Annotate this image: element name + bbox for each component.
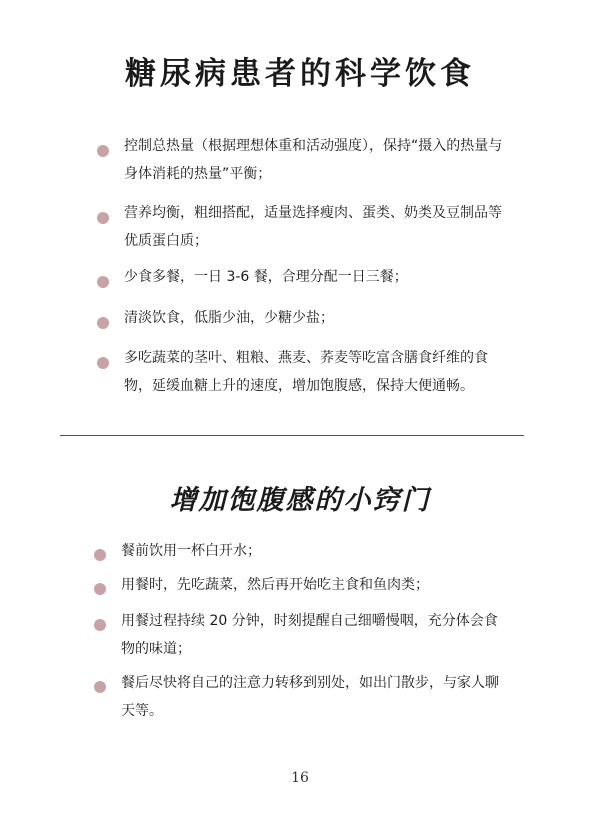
bullet-dot-icon xyxy=(94,583,106,595)
list-item-text: 控制总热量（根据理想体重和活动强度），保持“摄入的热量与身体消耗的热量”平衡； xyxy=(124,138,503,182)
page-number: 16 xyxy=(291,770,309,786)
list-item-text: 用餐过程持续 20 分钟，时刻提醒自己细嚼慢咽，充分体会食物的味道； xyxy=(121,613,498,657)
list-item-text: 餐前饮用一杯白开水； xyxy=(121,543,261,559)
list-item-text: 营养均衡，粗细搭配，适量选择瘦肉、蛋类、奶类及豆制品等优质蛋白质； xyxy=(124,205,502,249)
section-divider xyxy=(60,435,524,436)
section-title-diet: 糖尿病患者的科学饮食 xyxy=(125,56,475,92)
bullet-dot-icon xyxy=(97,276,109,288)
bullet-dot-icon xyxy=(97,357,109,369)
list-item-text: 用餐时，先吃蔬菜，然后再开始吃主食和鱼肉类； xyxy=(121,577,429,593)
bullet-dot-icon xyxy=(94,681,106,693)
list-item-text: 多吃蔬菜的茎叶、粗粮、燕麦、荞麦等吃富含膳食纤维的食物，延缓血糖上升的速度，增加饱腹感，保持大便通畅。 xyxy=(124,350,488,394)
bullet-dot-icon xyxy=(94,549,106,561)
bullet-dot-icon xyxy=(97,317,109,329)
list-item-text: 少食多餐，一日 3-6 餐，合理分配一日三餐； xyxy=(124,269,408,285)
list-item-text: 清淡饮食，低脂少油，少糖少盐； xyxy=(124,310,334,326)
section-title-satiety-tips: 增加饱腹感的小窍门 xyxy=(169,485,431,516)
bullet-dot-icon xyxy=(94,619,106,631)
list-item-text: 餐后尽快将自己的注意力转移到别处，如出门散步，与家人聊天等。 xyxy=(121,675,499,719)
bullet-dot-icon xyxy=(97,212,109,224)
bullet-dot-icon xyxy=(97,145,109,157)
